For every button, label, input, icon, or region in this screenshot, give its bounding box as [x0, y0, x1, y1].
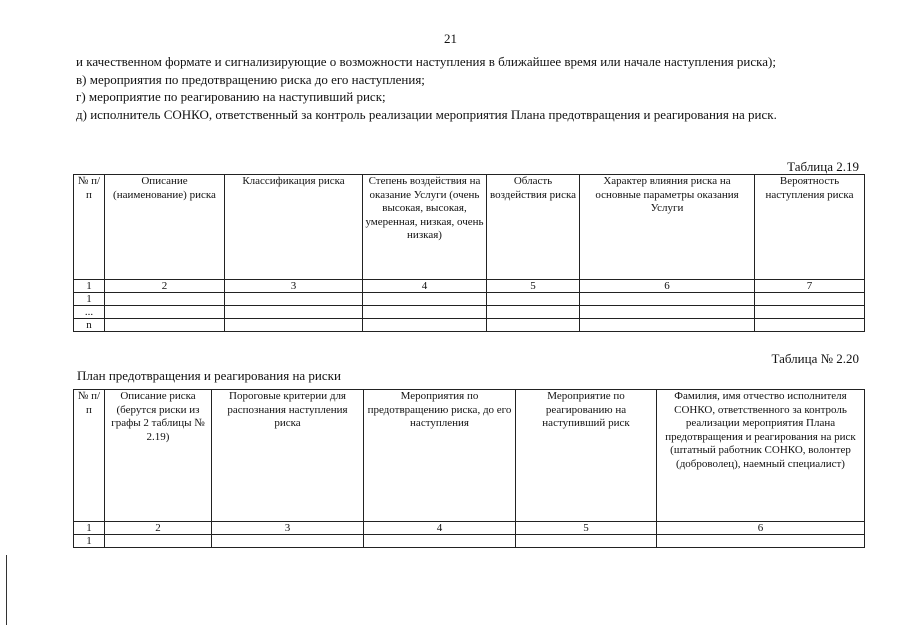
body-line: в) мероприятия по предотвращению риска до его наступления; [76, 71, 425, 87]
table-2-19-caption: Таблица 2.19 [787, 159, 859, 174]
table-row [74, 319, 865, 332]
header-cell: Характер влияния риска на основные параметры оказания Услуги [580, 175, 755, 280]
header-cell: Мероприятие по реагированию на наступивший риск [516, 390, 657, 522]
header-cell: Мероприятия по предотвращению риска, до его наступления [364, 390, 516, 522]
table-row [74, 535, 865, 548]
header-cell: № п/п [74, 175, 105, 280]
column-number-row [74, 522, 865, 535]
row-index: ... [74, 306, 105, 319]
header-cell: № п/п [74, 390, 105, 522]
table-header-row [74, 390, 865, 522]
body-line: д) исполнитель СОНКО, ответственный за контроль реализации мероприятия Плана предотвращения и реагирования на риск. [76, 106, 777, 122]
scan-edge-line [6, 555, 7, 625]
column-number: 1 [74, 280, 105, 293]
column-number: 3 [225, 280, 363, 293]
header-cell: Область воздействия риска [487, 175, 580, 280]
body-text [76, 53, 858, 123]
header-cell: Вероятность наступления риска [755, 175, 865, 280]
body-line: г) мероприятие по реагированию на наступивший риск; [76, 89, 386, 104]
column-number: 2 [105, 522, 212, 535]
table-2-20-caption: Таблица № 2.20 [771, 351, 859, 366]
risk-plan-table [73, 389, 865, 548]
header-cell: Описание (наименование) риска [105, 175, 225, 280]
row-index: n [74, 319, 105, 332]
column-number: 6 [580, 280, 755, 293]
column-number: 5 [487, 280, 580, 293]
table-header-row [74, 175, 865, 280]
column-number: 4 [363, 280, 487, 293]
column-number: 4 [364, 522, 516, 535]
table-row [74, 293, 865, 306]
column-number: 7 [755, 280, 865, 293]
row-index: 1 [74, 535, 105, 548]
header-cell: Фамилия, имя отчество исполнителя СОНКО, ответственного за контроль реализации мероприятия Плана предотвращения и реагирования на риск (штатный работник СОНКО, волонтер (доброволец), наемный специалист) [657, 390, 865, 522]
row-index: 1 [74, 293, 105, 306]
risk-table [73, 174, 865, 332]
body-line: и качественном формате и сигнализирующие о возможности наступления в ближайшее время или начале наступления риска); [76, 54, 776, 69]
column-number: 2 [105, 280, 225, 293]
column-number: 1 [74, 522, 105, 535]
column-number: 6 [657, 522, 865, 535]
column-number-row [74, 280, 865, 293]
table-row [74, 306, 865, 319]
column-number: 5 [516, 522, 657, 535]
table-2-20-title: План предотвращения и реагирования на риски [77, 368, 341, 383]
page-number: 21 [444, 31, 457, 46]
header-cell: Классификация риска [225, 175, 363, 280]
column-number: 3 [212, 522, 364, 535]
header-cell: Пороговые критерии для распознания наступления риска [212, 390, 364, 522]
header-cell: Степень воздействия на оказание Услуги (очень высокая, высокая, умеренная, низкая, очень низкая) [363, 175, 487, 280]
header-cell: Описание риска (берутся риски из графы 2 таблицы № 2.19) [105, 390, 212, 522]
